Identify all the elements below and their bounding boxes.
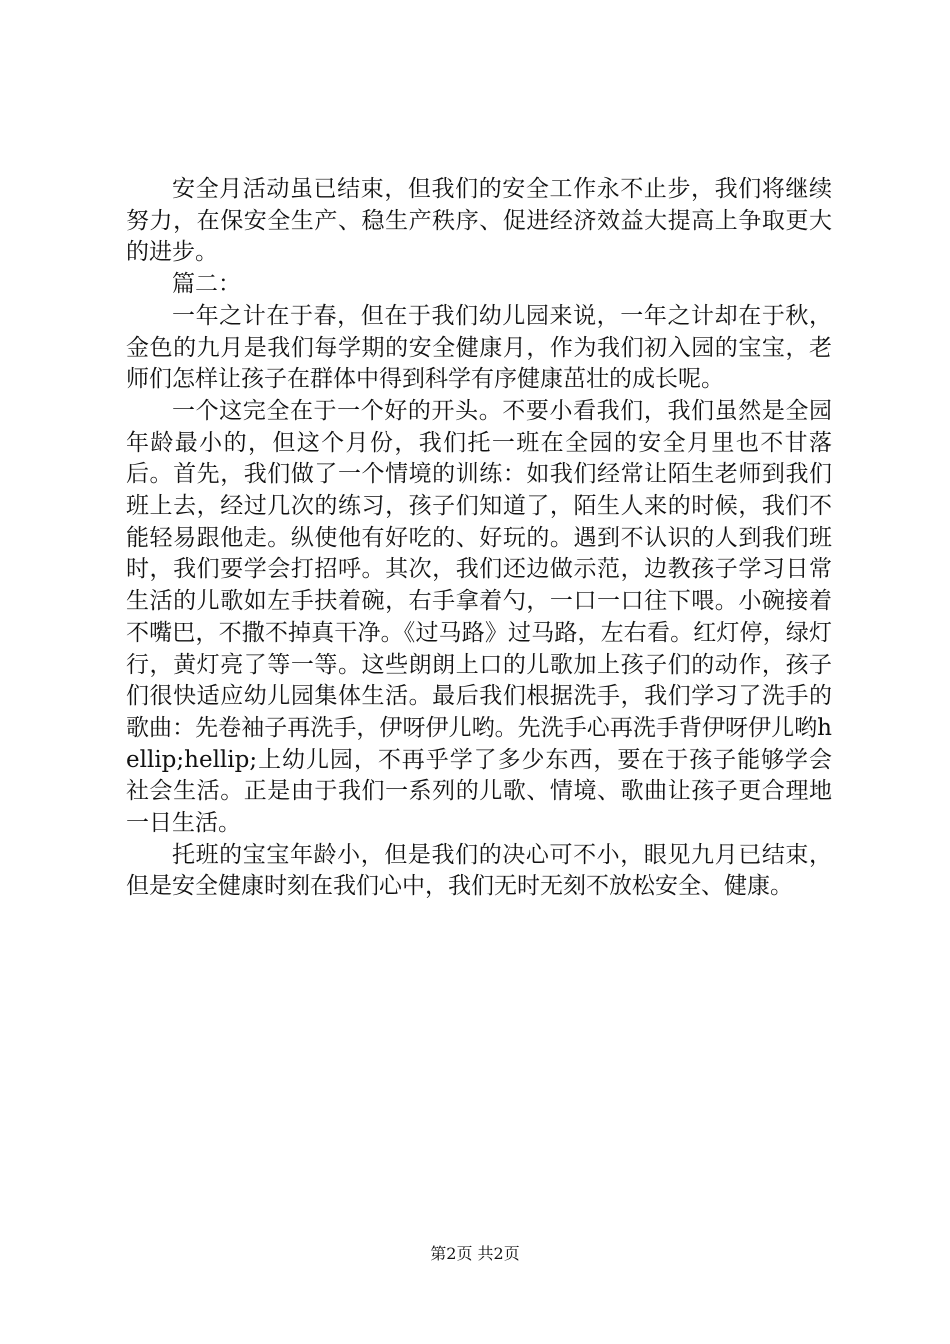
paragraph-safety-month-conclusion: 安全月活动虽已结束，但我们的安全工作永不止步，我们将继续努力，在保安全生产、稳生产秩序、促进经济效益大提高上争取更大的进步。 [126, 176, 832, 266]
section-heading-part-two: 篇二： [172, 271, 241, 298]
document-body [126, 174, 832, 903]
page-number-footer: 第2页 共2页 [430, 1244, 520, 1263]
paragraph-autumn-intro: 一年之计在于春，但在于我们幼儿园来说，一年之计却在于秋，金色的九月是我们每学期的安全健康月，作为我们初入园的宝宝，老师们怎样让孩子在群体中得到科学有序健康茁壮的成长呢。 [126, 302, 832, 393]
paragraph-activities: 一个这完全在于一个好的开头。不要小看我们，我们虽然是全园年龄最小的，但这个月份，我们托一班在全园的安全月里也不甘落后。首先，我们做了一个情境的训练：如我们经常让陌生老师到我们班上去，经过几次的练习，孩子们知道了，陌生人来的时候，我们不能轻易跟他走。纵使他有好吃的、好玩的。遇到不认识的人到我们班时，我们要学会打招呼。其次，我们还边做示范，边教孩子学习日常生活的儿歌如左手扶着碗，右手拿着勺，一口一口往下喂。小碗接着不嘴巴，不撒不掉真干净。《过马路》过马路，左右看。红灯停，绿灯行，黄灯亮了等一等。这些朗朗上口的儿歌加上孩子们的动作，孩子们很快适应幼儿园集体生活。最后我们根据洗手，我们学习了洗手的歌曲：先卷袖子再洗手，伊呀伊儿哟。先洗手心再洗手背伊呀伊儿哟hellip;hellip;上幼儿园，不再乎学了多少东西，要在于孩子能够学会社会生活。正是由于我们一系列的儿歌、情境、歌曲让孩子更合理地一日生活。 [126, 397, 832, 837]
paragraph-closing: 托班的宝宝年龄小，但是我们的决心可不小，眼见九月已结束，但是安全健康时刻在我们心中，我们无时无刻不放松安全、健康。 [126, 841, 832, 900]
